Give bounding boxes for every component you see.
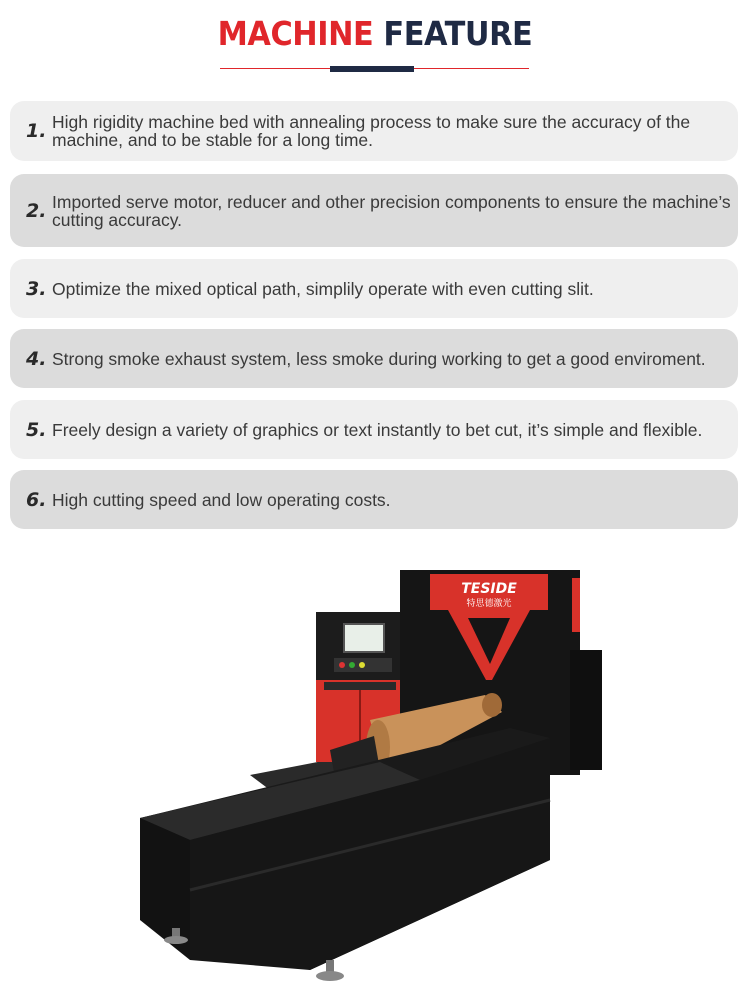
machine-brand-cn: 特思德激光 bbox=[466, 599, 512, 609]
feature-text: Strong smoke exhaust system, less smoke during working to get a good enviroment. bbox=[52, 348, 706, 369]
feature-text: Imported serve motor, reducer and other precision components to ensure the machine’s cutting accuracy. bbox=[52, 191, 731, 230]
feature-item-5 bbox=[10, 400, 738, 459]
feature-number: 2. bbox=[26, 199, 47, 222]
title-word-machine: MACHINE bbox=[217, 14, 374, 53]
section-title bbox=[30, 14, 720, 53]
machine-photo bbox=[130, 560, 610, 990]
title-word-feature: FEATURE bbox=[383, 14, 533, 53]
feature-item-2 bbox=[10, 174, 738, 247]
feature-text: High cutting speed and low operating costs. bbox=[52, 489, 391, 510]
feature-item-4 bbox=[10, 329, 738, 388]
feature-item-1 bbox=[10, 101, 738, 161]
feature-number: 4. bbox=[26, 347, 47, 370]
feature-item-6 bbox=[10, 470, 738, 529]
section-header bbox=[0, 0, 750, 80]
machine-brand: TESIDE bbox=[461, 581, 517, 597]
feature-number: 6. bbox=[26, 488, 47, 511]
title-underline-accent bbox=[330, 66, 414, 72]
feature-number: 5. bbox=[26, 418, 47, 441]
feature-text: Optimize the mixed optical path, simplily operate with even cutting slit. bbox=[52, 278, 594, 299]
feature-text: Freely design a variety of graphics or text instantly to bet cut, it’s simple and flexible. bbox=[52, 419, 703, 440]
feature-item-3 bbox=[10, 259, 738, 318]
feature-number: 3. bbox=[26, 277, 47, 300]
feature-text: High rigidity machine bed with annealing process to make sure the accuracy of the machine, and to be stable for a long time. bbox=[52, 112, 691, 150]
feature-number: 1. bbox=[26, 120, 47, 142]
